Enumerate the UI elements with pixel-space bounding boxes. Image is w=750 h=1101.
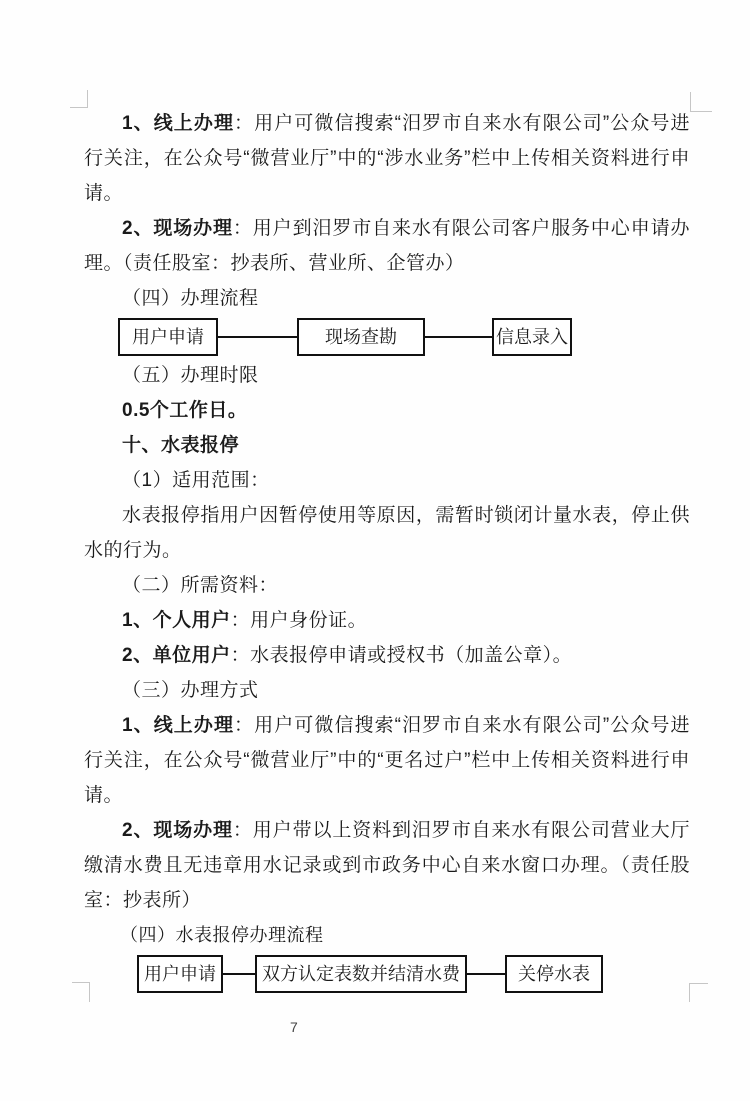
para-process-heading-1: （四）办理流程 <box>122 288 259 309</box>
para-personal-user-label: 1、个人用户 <box>122 610 231 631</box>
crop-mark-top-right <box>690 92 712 112</box>
crop-mark-bottom-right <box>689 983 708 1002</box>
heading-section-ten <box>84 428 690 463</box>
flow-connector <box>425 336 492 338</box>
para-time-limit-heading: （五）办理时限 <box>122 365 259 386</box>
flow-connector <box>467 973 505 975</box>
para-time-limit-value <box>84 393 690 428</box>
para-unit-user-text: ：水表报停申请或授权书（加盖公章）。 <box>230 645 573 666</box>
para-method-heading: （三）办理方式 <box>122 680 259 701</box>
flow-box-user-apply-2: 用户申请 <box>137 955 223 993</box>
flow-box-confirm-reading-settle: 双方认定表数并结清水费 <box>255 955 467 993</box>
flowchart-stop-process <box>137 955 690 993</box>
para-time-limit-value-text: 0.5个工作日。 <box>122 400 248 421</box>
para-online-method-1 <box>84 106 690 211</box>
para-personal-user <box>84 603 690 638</box>
flowchart-apply-process <box>118 318 690 356</box>
flow-box-user-apply: 用户申请 <box>118 318 218 356</box>
para-materials-heading: （二）所需资料： <box>122 575 279 596</box>
flow-box-site-survey: 现场查勘 <box>297 318 425 356</box>
para-onsite-method-1 <box>84 211 690 281</box>
para-onsite-method-2-label: 2、现场办理 <box>122 820 233 841</box>
para-online-method-2 <box>84 708 690 813</box>
para-online-method-1-text: ：用户可微信搜索“汨罗市自来水有限公司”公众号进行关注，在公众号“微营业厅”中的“涉水业务”栏中上传相关资料进行申请。 <box>84 113 690 204</box>
para-online-method-2-text: ：用户可微信搜索“汨罗市自来水有限公司”公众号进行关注，在公众号“微营业厅”中的“更名过户”栏中上传相关资料进行申请。 <box>84 715 690 806</box>
para-scope-heading: （1）适用范围： <box>122 470 270 491</box>
flow-box-stop-meter: 关停水表 <box>505 955 603 993</box>
flow-box-info-entry: 信息录入 <box>492 318 572 356</box>
document-content <box>84 106 690 995</box>
flow-connector <box>218 336 297 338</box>
heading-section-ten-text: 十、水表报停 <box>122 435 240 456</box>
para-personal-user-text: ：用户身份证。 <box>230 610 368 631</box>
para-unit-user <box>84 638 690 673</box>
para-unit-user-label: 2、单位用户 <box>122 645 231 666</box>
flow-connector <box>223 973 255 975</box>
page-number: 7 <box>290 1019 298 1035</box>
para-scope-text: 水表报停指用户因暂停使用等原因，需暂时锁闭计量水表，停止供水的行为。 <box>84 505 690 561</box>
para-onsite-method-1-label: 2、现场办理 <box>122 218 233 239</box>
para-online-method-2-label: 1、线上办理 <box>122 715 235 736</box>
para-onsite-method-2-text: ：用户带以上资料到汨罗市自来水有限公司营业大厅缴清水费且无违章用水记录或到市政务中心自来水窗口办理。（责任股室：抄表所） <box>84 820 690 911</box>
para-stop-process-heading: （四）水表报停办理流程 <box>120 925 324 945</box>
para-onsite-method-2 <box>84 813 690 918</box>
para-online-method-1-label: 1、线上办理 <box>122 113 235 134</box>
para-onsite-method-1-text: ：用户到汨罗市自来水有限公司客户服务中心申请办理。（责任股室：抄表所、营业所、企管办） <box>84 218 690 274</box>
